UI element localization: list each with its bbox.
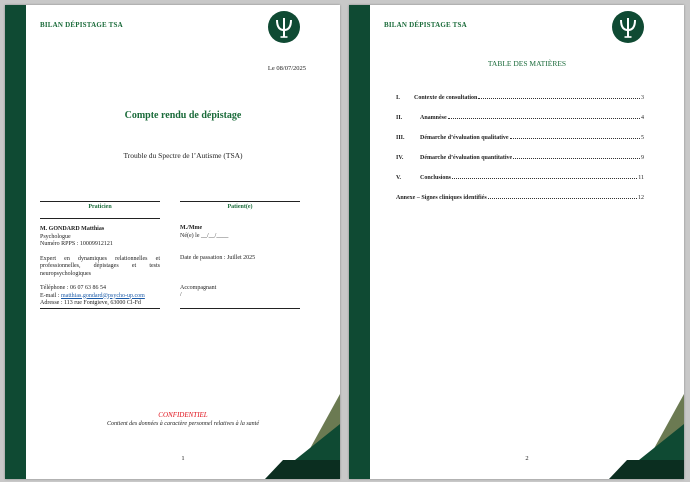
page-sidebar-band [349,5,370,479]
toc-entry-number: V. [396,175,402,181]
document-subtitle: Trouble du Spectre de l’Autisme (TSA) [123,151,243,160]
toc-leader [513,158,640,159]
praticien-role: Psychologue [40,233,71,240]
table-of-contents [396,81,644,201]
praticien-rpps: Numéro RPPS : 10009912121 [40,241,113,247]
toc-leader [452,178,637,179]
toc-entry-label: Démarche d’évaluation quantitative [420,155,513,161]
patient-column [180,201,300,309]
praticien-address: Adresse : 113 rue Fontgieve, 63000 Cl-Fd [40,300,160,309]
toc-entry-annex[interactable] [396,181,644,201]
toc-entry-page: 12 [638,195,644,201]
toc-entry[interactable] [396,161,644,181]
praticien-heading: Praticien [40,201,160,219]
toc-leader [510,138,640,139]
toc-entry-page: 9 [641,155,644,161]
toc-entry-page: 11 [638,175,644,181]
patient-name: M./Mme [180,225,203,231]
toc-entry-label: Contexte de consultation [414,95,478,101]
toc-entry-number: III. [396,135,405,141]
praticien-email-row [40,293,160,301]
document-page-1 [5,5,340,479]
document-title: Compte rendu de dépistage [124,110,242,121]
corner-decoration [265,394,340,479]
toc-entry-page: 4 [641,115,644,121]
patient-birth: Né(e) le __/__/____ [180,232,229,239]
toc-entry-number: IV. [396,155,404,161]
corner-decoration [609,394,684,479]
page-sidebar-band [5,5,26,479]
toc-entry[interactable] [396,141,644,161]
toc-entry-page: 5 [641,135,644,141]
toc-entry[interactable] [396,81,644,101]
toc-entry-page: 3 [641,95,644,101]
toc-entry-label: Anamnèse [420,115,447,121]
praticien-name: M. GONDARD Matthias [40,226,105,232]
toc-entry-number: II. [396,115,403,121]
praticien-email-link[interactable]: matthias.gondard@psycho-up.com [61,292,145,299]
praticien-expertise: Expert en dynamiques relationnelles et professionnelles, dépistages et tests neuropsychologiques [40,255,160,277]
psi-icon [268,11,300,43]
patient-accompagnant-label: Accompagnant [180,284,217,291]
document-date: Le 08/07/2025 [267,65,306,72]
praticien-column [40,201,160,309]
page-number: 1 [181,455,185,462]
toc-entry-label: Conclusions [420,175,452,181]
toc-title: TABLE DES MATIÈRES [487,59,567,68]
toc-entry-label: Démarche d’évaluation qualitative [420,135,509,141]
confidential-note: Contient des données à caractère personnel relatives à la santé [106,421,260,427]
psi-icon [612,11,644,43]
toc-leader [448,118,640,119]
toc-leader [478,98,640,99]
toc-entry[interactable] [396,101,644,121]
toc-entry-number: I. [396,95,400,101]
patient-accompagnant-value: / [180,292,300,309]
toc-entry[interactable] [396,121,644,141]
document-page-2 [349,5,684,479]
patient-heading: Patient(e) [180,201,300,218]
toc-leader [488,198,637,199]
patient-passation: Date de passation : Juillet 2025 [180,255,256,261]
praticien-phone: Téléphone : 06 07 63 86 54 [40,285,106,291]
header-title: BILAN DÉPISTAGE TSA [384,21,467,29]
confidential-label: CONFIDENTIEL [158,411,208,419]
page-number: 2 [525,455,529,462]
header-title: BILAN DÉPISTAGE TSA [40,21,123,29]
praticien-email-label: E-mail : [40,292,61,299]
toc-entry-label: Annexe – Signes cliniques identifiés [396,195,487,201]
